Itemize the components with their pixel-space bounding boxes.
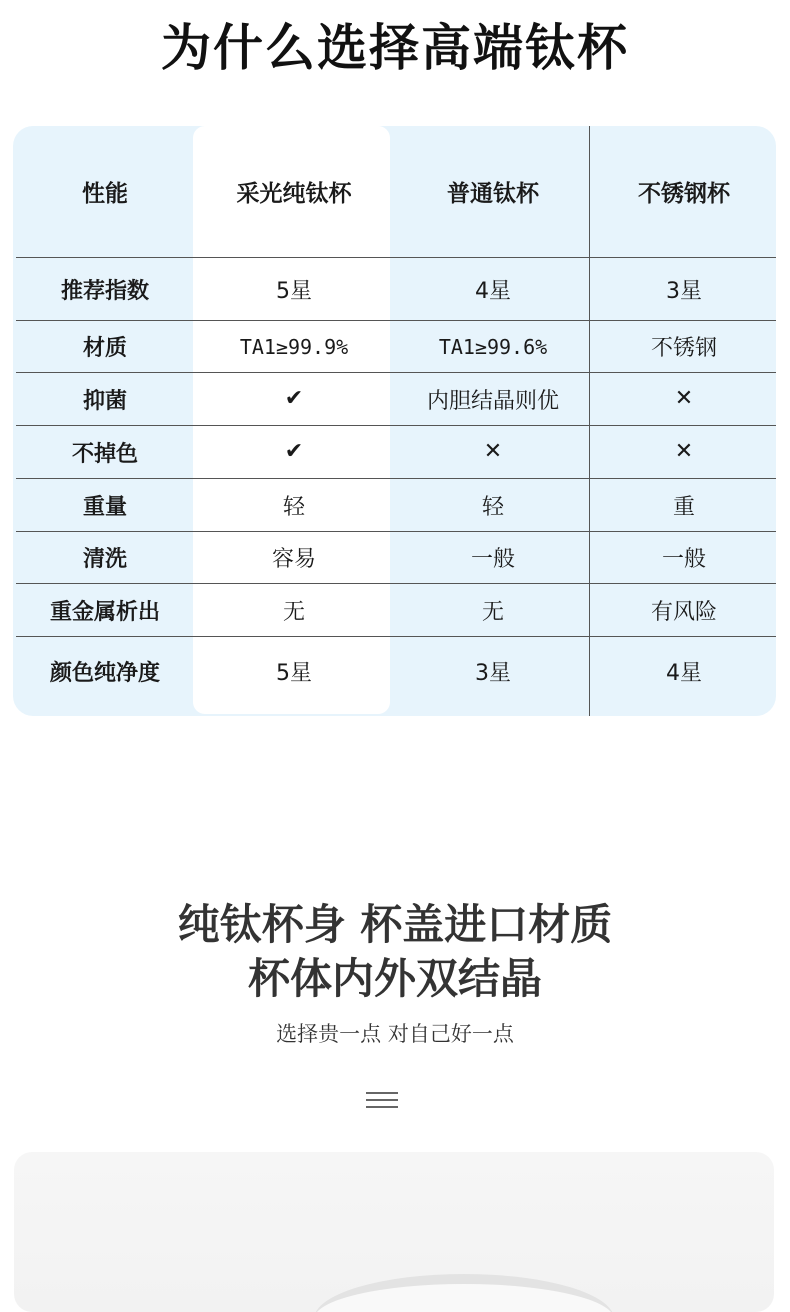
- cell-value: 5星: [276, 278, 312, 304]
- check-icon: ✔: [284, 386, 304, 411]
- cell-value: 重: [672, 494, 695, 520]
- row-label: 不掉色: [71, 441, 138, 467]
- row-label: 重金属析出: [49, 599, 160, 625]
- cross-icon: ✕: [483, 439, 503, 464]
- cell-value: 3星: [666, 278, 702, 304]
- menu-lines-icon: [366, 1092, 398, 1108]
- tagline: 选择贵一点 对自己好一点: [276, 1022, 514, 1046]
- cell-value: TA1≥99.9%: [239, 334, 349, 359]
- table-row: [16, 426, 776, 478]
- row-label: 颜色纯净度: [49, 660, 160, 686]
- row-label: 抑菌: [82, 388, 127, 414]
- cell-value: 有风险: [650, 599, 717, 625]
- header-stainless-steel: 不锈钢杯: [638, 181, 730, 207]
- cell-value: 轻: [282, 494, 305, 520]
- cell-value: TA1≥99.6%: [438, 334, 548, 359]
- cup-rim-shape: [314, 1274, 614, 1312]
- comparison-table: [13, 126, 776, 716]
- check-icon: ✔: [284, 439, 304, 464]
- cell-value: 一般: [661, 547, 706, 572]
- cell-value: 轻: [481, 494, 504, 520]
- cross-icon: ✕: [674, 439, 694, 464]
- cross-icon: ✕: [674, 386, 694, 411]
- table-row: [16, 321, 776, 372]
- table-row: [16, 532, 776, 583]
- table-row: [16, 258, 776, 320]
- feature-title-line2: 杯体内外双结晶: [247, 954, 542, 1003]
- header-performance: 性能: [82, 181, 128, 207]
- table-row: [16, 637, 776, 705]
- cell-value: 3星: [475, 660, 511, 686]
- table-row: [16, 373, 776, 425]
- feature-title-line1: 纯钛杯身 杯盖进口材质: [177, 900, 613, 949]
- row-label: 材质: [82, 336, 127, 361]
- cell-value: 无: [282, 599, 305, 625]
- titanium-cup-image: [14, 1152, 774, 1312]
- page-heading: 为什么选择高端钛杯: [161, 18, 629, 77]
- cell-value: 4星: [475, 278, 511, 304]
- cell-value: 容易: [271, 547, 316, 572]
- table-row: [16, 479, 776, 531]
- row-label: 重量: [82, 494, 127, 520]
- cell-value: 不锈钢: [650, 336, 717, 361]
- cell-value: 5星: [276, 660, 312, 686]
- header-premium-titanium: 采光纯钛杯: [236, 181, 352, 207]
- cell-value: 内胆结晶则优: [426, 388, 559, 414]
- table-header-row: [16, 126, 776, 257]
- cell-value: 4星: [666, 660, 702, 686]
- table-row: [16, 584, 776, 636]
- row-label: 清洗: [82, 547, 127, 572]
- header-regular-titanium: 普通钛杯: [447, 181, 539, 207]
- cell-value: 一般: [470, 547, 515, 572]
- cell-value: 无: [481, 599, 504, 625]
- row-label: 推荐指数: [60, 278, 149, 304]
